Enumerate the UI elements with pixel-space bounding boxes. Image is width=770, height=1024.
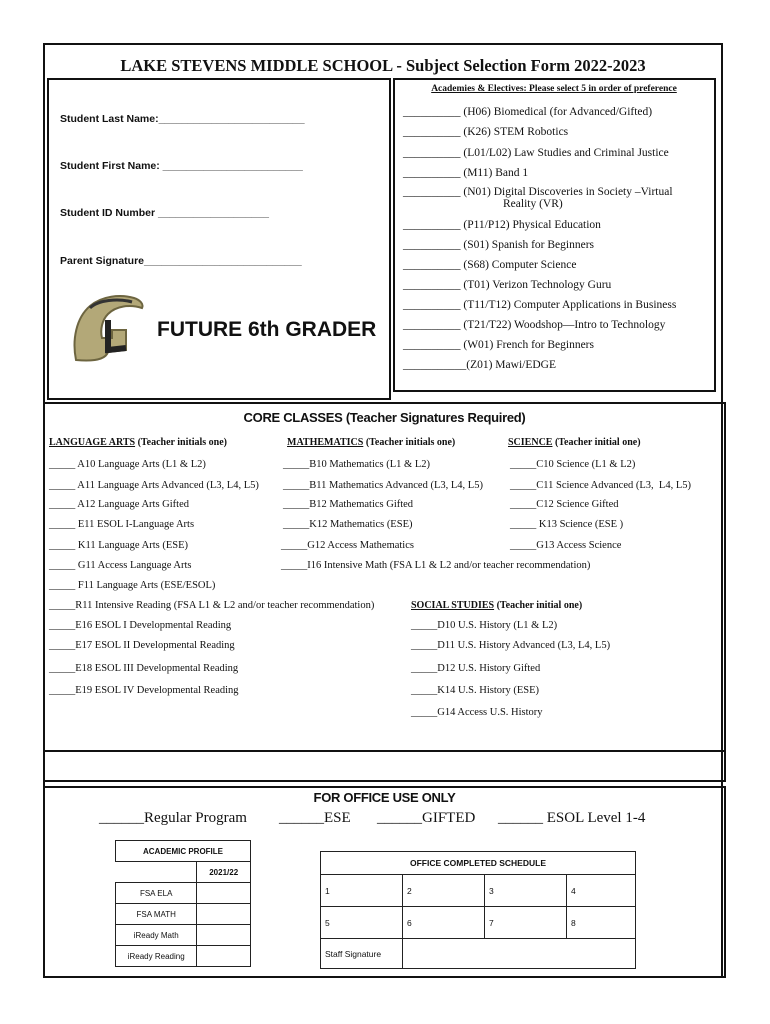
program-esol[interactable]: ______ ESOL Level 1-4 xyxy=(498,810,646,826)
elective-item[interactable]: __________ (T01) Verizon Technology Guru xyxy=(403,279,612,291)
elective-item[interactable]: __________ (S68) Computer Science xyxy=(403,259,577,271)
staff-signature-label: Staff Signature xyxy=(321,939,403,969)
elective-item[interactable]: __________ (K26) STEM Robotics xyxy=(403,126,569,138)
mathematics-option[interactable]: _____I16 Intensive Math (FSA L1 & L2 and/or teacher recommendation) xyxy=(281,560,591,571)
social-studies-option[interactable]: _____D10 U.S. History (L1 & L2) xyxy=(411,620,558,631)
language-arts-option[interactable]: _____E19 ESOL IV Developmental Reading xyxy=(49,685,239,696)
elective-item[interactable]: __________ (T21/T22) Woodshop—Intro to Technology xyxy=(403,319,666,331)
elective-item[interactable]: __________ (S01) Spanish for Beginners xyxy=(403,239,595,251)
elective-item[interactable]: __________ (T11/T12) Computer Applications in Business xyxy=(403,299,677,311)
social-studies-option[interactable]: _____D12 U.S. History Gifted xyxy=(411,663,541,674)
language-arts-option[interactable]: _____ E11 ESOL I-Language Arts xyxy=(49,519,195,530)
language-arts-option[interactable]: _____ A11 Language Arts Advanced (L3, L4, L5) xyxy=(49,480,259,491)
elective-item[interactable]: __________ (M11) Band 1 xyxy=(403,167,529,179)
program-ese[interactable]: ______ESE xyxy=(279,810,351,826)
core-classes-box xyxy=(43,402,726,752)
language-arts-option[interactable]: _____ A10 Language Arts (L1 & L2) xyxy=(49,459,206,470)
schedule-period-cell[interactable]: 1 xyxy=(321,875,403,907)
spartan-helmet-logo xyxy=(68,290,148,370)
language-arts-option[interactable]: _____ A12 Language Arts Gifted xyxy=(49,499,189,510)
schedule-period-cell[interactable]: 5 xyxy=(321,907,403,939)
profile-row-label: FSA MATH xyxy=(116,904,197,925)
profile-row-label: iReady Math xyxy=(116,925,197,946)
language-arts-option[interactable]: _____E16 ESOL I Developmental Reading xyxy=(49,620,232,631)
schedule-period-cell[interactable]: 3 xyxy=(485,875,567,907)
science-option[interactable]: _____ K13 Science (ESE ) xyxy=(510,519,624,530)
office-use-heading: FOR OFFICE USE ONLY xyxy=(313,790,456,805)
schedule-period-cell[interactable]: 4 xyxy=(567,875,636,907)
elective-item[interactable]: __________ (H06) Biomedical (for Advanced/Gifted) xyxy=(403,106,653,118)
blank-cell xyxy=(116,862,197,883)
elective-item[interactable]: __________ (P11/P12) Physical Education xyxy=(403,219,601,231)
office-schedule-table xyxy=(320,851,636,969)
schedule-period-cell[interactable]: 2 xyxy=(403,875,485,907)
science-heading: SCIENCE (Teacher initial one) xyxy=(508,437,641,448)
mathematics-option[interactable]: _____K12 Mathematics (ESE) xyxy=(283,519,413,530)
social-studies-option[interactable]: _____G14 Access U.S. History xyxy=(411,707,543,718)
elective-item-continued: Reality (VR) xyxy=(503,198,563,210)
language-arts-option[interactable]: _____ G11 Access Language Arts xyxy=(49,560,192,571)
profile-value-cell[interactable] xyxy=(197,883,251,904)
science-option[interactable]: _____C10 Science (L1 & L2) xyxy=(510,459,636,470)
mathematics-heading: MATHEMATICS (Teacher initials one) xyxy=(287,437,456,448)
language-arts-option[interactable]: _____ F11 Language Arts (ESE/ESOL) xyxy=(49,580,216,591)
language-arts-option[interactable]: _____ K11 Language Arts (ESE) xyxy=(49,540,189,551)
social-studies-option[interactable]: _____D11 U.S. History Advanced (L3, L4, L5) xyxy=(411,640,611,651)
profile-row-label: FSA ELA xyxy=(116,883,197,904)
mathematics-option[interactable]: _____B11 Mathematics Advanced (L3, L4, L5) xyxy=(283,480,483,491)
blank-band xyxy=(43,752,726,782)
academic-profile-table xyxy=(115,840,251,967)
schedule-period-cell[interactable]: 8 xyxy=(567,907,636,939)
social-studies-heading: SOCIAL STUDIES (Teacher initial one) xyxy=(411,600,583,611)
student-id-field[interactable]: Student ID Number ___________________ xyxy=(60,207,269,219)
parent-signature-field[interactable]: Parent Signature___________________________ xyxy=(60,255,302,267)
form-title: LAKE STEVENS MIDDLE SCHOOL - Subject Selection Form 2022-2023 xyxy=(120,56,646,75)
elective-item[interactable]: __________ (W01) French for Beginners xyxy=(403,339,594,351)
social-studies-option[interactable]: _____K14 U.S. History (ESE) xyxy=(411,685,540,696)
language-arts-option[interactable]: _____E18 ESOL III Developmental Reading xyxy=(49,663,239,674)
elective-item[interactable]: __________ (N01) Digital Discoveries in Society –Virtual xyxy=(403,186,673,198)
science-option[interactable]: _____G13 Access Science xyxy=(510,540,622,551)
language-arts-heading: LANGUAGE ARTS (Teacher initials one) xyxy=(49,437,228,448)
profile-year: 2021/22 xyxy=(197,862,251,883)
elective-item[interactable]: ___________(Z01) Mawi/EDGE xyxy=(403,359,556,371)
program-regular[interactable]: ______Regular Program xyxy=(99,810,247,826)
electives-heading: Academies & Electives: Please select 5 in order of preference xyxy=(431,84,677,94)
profile-value-cell[interactable] xyxy=(197,925,251,946)
profile-value-cell[interactable] xyxy=(197,904,251,925)
mathematics-option[interactable]: _____B10 Mathematics (L1 & L2) xyxy=(283,459,430,470)
schedule-period-cell[interactable]: 6 xyxy=(403,907,485,939)
staff-signature-field[interactable] xyxy=(403,939,636,969)
student-last-name-field[interactable]: Student Last Name:_________________________ xyxy=(60,113,305,125)
grade-label: FUTURE 6th GRADER xyxy=(157,318,377,341)
mathematics-option[interactable]: _____B12 Mathematics Gifted xyxy=(283,499,414,510)
elective-item[interactable]: __________ (L01/L02) Law Studies and Criminal Justice xyxy=(403,147,669,159)
science-option[interactable]: _____C11 Science Advanced (L3, L4, L5) xyxy=(510,480,691,491)
language-arts-option[interactable]: _____R11 Intensive Reading (FSA L1 & L2 and/or teacher recommendation) xyxy=(49,600,375,611)
core-classes-heading: CORE CLASSES (Teacher Signatures Required) xyxy=(243,410,526,425)
academic-profile-title: ACADEMIC PROFILE xyxy=(116,841,251,862)
language-arts-option[interactable]: _____E17 ESOL II Developmental Reading xyxy=(49,640,235,651)
profile-value-cell[interactable] xyxy=(197,946,251,967)
profile-row-label: iReady Reading xyxy=(116,946,197,967)
program-gifted[interactable]: ______GIFTED xyxy=(377,810,476,826)
science-option[interactable]: _____C12 Science Gifted xyxy=(510,499,619,510)
schedule-title: OFFICE COMPLETED SCHEDULE xyxy=(321,852,636,875)
schedule-period-cell[interactable]: 7 xyxy=(485,907,567,939)
mathematics-option[interactable]: _____G12 Access Mathematics xyxy=(281,540,414,551)
student-first-name-field[interactable]: Student First Name: ________________________ xyxy=(60,160,303,172)
